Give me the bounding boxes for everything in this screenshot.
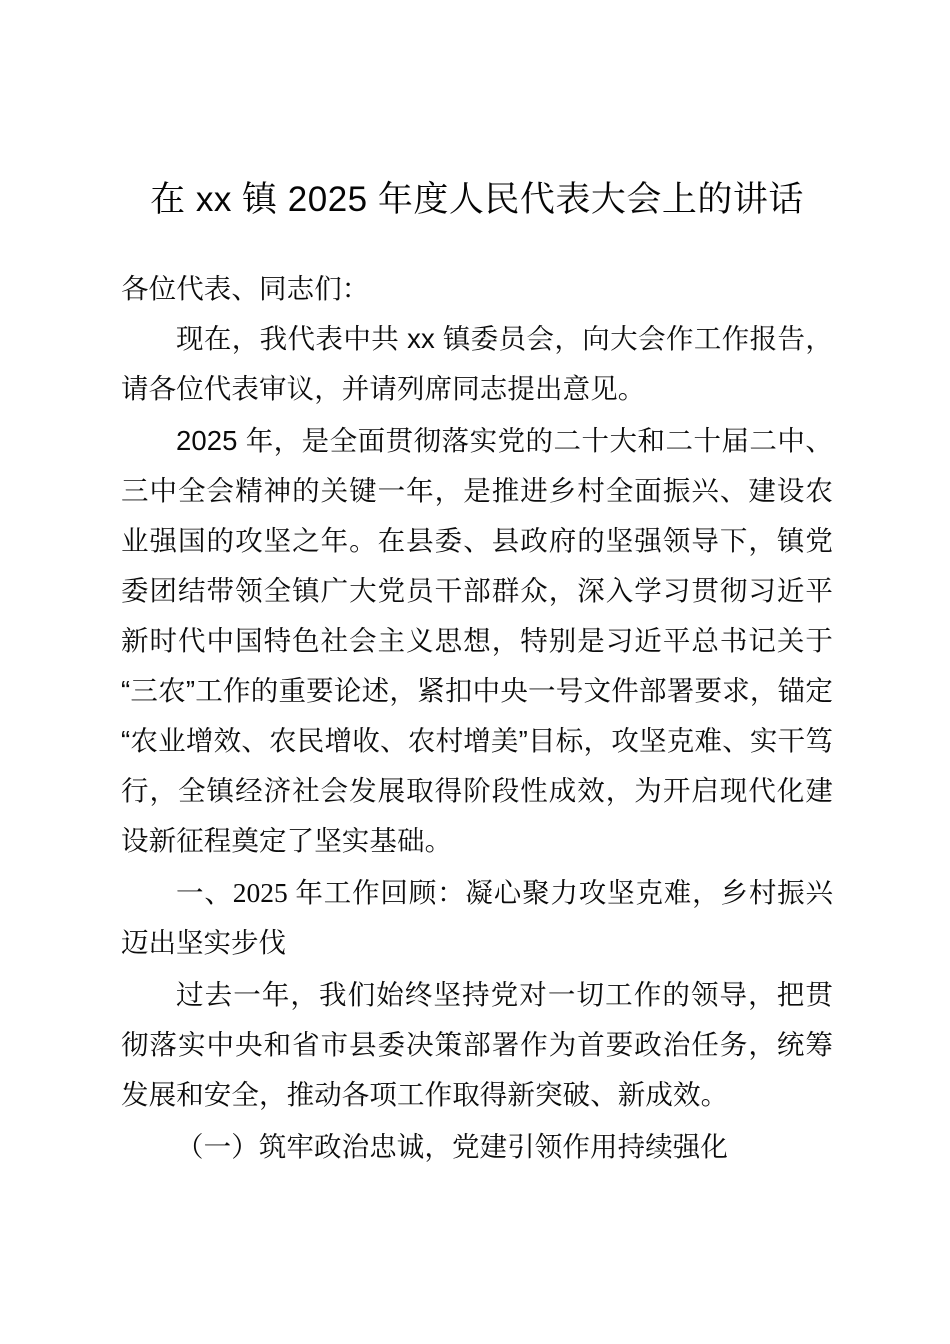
paragraph-2: 2025 年，是全面贯彻落实党的二十大和二十届二中、三中全会精神的关键一年，是推进乡村全面振兴、建设农业强国的攻坚之年。在县委、县政府的坚强领导下，镇党委团结带领全镇广大党员干部群众，深入学习贯彻习近平新时代中国特色社会主义思想，特别是习近平总书记关于“三农”工作的重要论述，紧扣中央一号文件部署要求，锚定“农业增效、农民增收、农村增美”目标，攻坚克难、实干笃行，全镇经济社会发展取得阶段性成效，为开启现代化建设新征程奠定了坚实基础。: [121, 425, 833, 856]
document-body: [121, 176, 833, 1174]
page-title: 在 xx 镇 2025 年度人民代表大会上的讲话: [150, 180, 804, 219]
section-heading-1: [121, 868, 833, 968]
sub-heading-1: （一）筑牢政治忠诚，党建引领作用持续强化: [176, 1131, 728, 1162]
paragraph-3: 过去一年，我们始终坚持党对一切工作的领导，把贯彻落实中央和省市县委决策部署作为首要政治任务，统筹发展和安全，推动各项工作取得新突破、新成效。: [121, 979, 833, 1110]
section-heading-1-label: 2025 年工作回顾：凝心聚力攻坚克难，乡村振兴迈出坚实步伐: [121, 877, 834, 958]
paragraph-1: 现在，我代表中共 xx 镇委员会，向大会作工作报告，请各位代表审议，并请列席同志提出意见。: [121, 323, 833, 404]
section-heading-1-number: 一、: [176, 877, 233, 908]
salutation-line: 各位代表、同志们：: [121, 273, 370, 304]
